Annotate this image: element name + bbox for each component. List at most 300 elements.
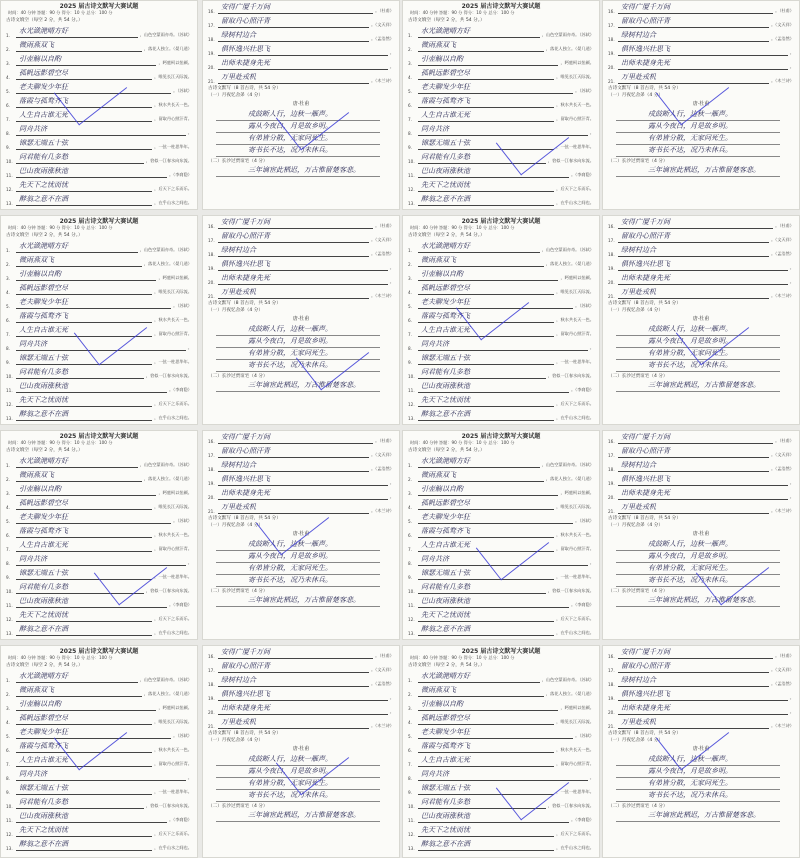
exam-title: 2025 届古诗文默写大赛试题 — [461, 648, 541, 655]
question-prompt: 。（苏轼） — [173, 303, 192, 308]
exam-title: 2025 届古诗文默写大赛试题 — [461, 218, 541, 225]
handwritten-answer: 人生自古谁无死 — [16, 540, 152, 552]
question-prompt: ，在乎山水之间也。 — [154, 200, 192, 205]
section-heading: （一）月夜忆舍弟（4 分） — [208, 308, 263, 313]
question-number: 1. — [408, 678, 412, 683]
handwritten-answer: 微雨燕双飞 — [418, 470, 544, 482]
poem-line: 露从今夜白，月是故乡明。 — [616, 766, 780, 778]
exam-title: 2025 届古诗文默写大赛试题 — [461, 3, 541, 10]
question-prompt: 。（木兰诗） — [370, 293, 394, 298]
question-row — [202, 14, 400, 28]
handwritten-answer: 问君能有几多愁 — [418, 582, 546, 594]
question-number: 20. — [208, 280, 215, 285]
question-prompt: 。（苏轼） — [575, 88, 594, 93]
handwritten-answer: 安得广厦千万间 — [618, 647, 773, 659]
question-number: 7. — [6, 117, 10, 122]
question-prompt: ，后天下之乐而乐。 — [154, 616, 192, 621]
section-heading: 古诗文填空（每空 2 分，共 54 分。） — [408, 448, 485, 453]
question-number: 20. — [208, 495, 215, 500]
question-row — [602, 444, 800, 458]
poet-name: 唐·杜甫 — [692, 746, 710, 752]
handwritten-answer: 水光潋滟晴方好 — [16, 456, 138, 468]
question-number: 19. — [208, 696, 215, 701]
question-row — [402, 711, 600, 725]
question-prompt: ，恰似一江春水向东流。 — [145, 373, 192, 378]
poem-line: 三年谪宦此栖迟，万古惟留楚客悲。 — [216, 595, 380, 607]
question-row — [0, 753, 198, 767]
handwritten-answer: 孤帆远影碧空尽 — [418, 68, 554, 80]
question-prompt: ，一弦一柱思华年。 — [154, 789, 192, 794]
question-row — [0, 108, 198, 122]
question-prompt: 。（苏轼） — [575, 733, 594, 738]
question-prompt: 。（木兰诗） — [770, 723, 794, 728]
question-number: 20. — [608, 65, 615, 70]
question-row — [602, 42, 800, 56]
question-prompt: 。（孟浩然） — [370, 36, 394, 41]
question-number: 7. — [408, 762, 412, 767]
poem-line: 露从今夜白，月是故乡明。 — [216, 551, 380, 563]
handwritten-answer: 微雨燕双飞 — [418, 40, 544, 52]
question-number: 3. — [408, 61, 412, 66]
handwritten-answer: 留取丹心照汗青 — [618, 231, 769, 243]
poem-line: 寄书长不达，况乃未休兵。 — [616, 145, 780, 157]
handwritten-answer: 俱怀逸兴壮思飞 — [618, 259, 788, 271]
question-prompt: ，秋水共长天一色。 — [154, 102, 192, 107]
handwritten-answer: 老夫聊发少年狂 — [16, 297, 171, 309]
question-row — [402, 683, 600, 697]
section-heading: （二）长沙过贾谊宅（4 分） — [208, 374, 268, 379]
question-row — [0, 622, 198, 636]
poem-line: 戍鼓断人行，边秋一雁声。 — [616, 539, 780, 551]
handwritten-answer: 先天下之忧而忧 — [16, 395, 152, 407]
handwritten-answer: 留取丹心照汗青 — [218, 446, 369, 458]
question-row — [402, 697, 600, 711]
question-row — [0, 580, 198, 594]
question-number: 17. — [608, 668, 615, 673]
question-row — [602, 458, 800, 472]
question-prompt: ，秋水共长天一色。 — [556, 747, 594, 752]
exam-sheet-photo — [202, 645, 400, 858]
question-number: 2. — [6, 262, 10, 267]
question-number: 13. — [408, 846, 415, 851]
question-prompt: ，山色空蒙雨亦奇。（苏轼） — [139, 462, 192, 467]
question-number: 8. — [408, 776, 412, 781]
question-prompt: 。 — [389, 50, 394, 55]
question-number: 11. — [6, 603, 13, 608]
question-row — [202, 215, 400, 229]
question-number: 7. — [408, 117, 412, 122]
question-prompt: ，留取丹心照汗青。 — [154, 546, 192, 551]
question-prompt: ，后天下之乐而乐。 — [556, 401, 594, 406]
question-number: 20. — [608, 280, 615, 285]
poem-line: 有弟皆分散，无家问死生。 — [616, 348, 780, 360]
question-number: 21. — [608, 509, 615, 514]
poem-line: 戍鼓断人行，边秋一雁声。 — [216, 109, 380, 121]
handwritten-answer: 老夫聊发少年狂 — [16, 82, 171, 94]
question-number: 16. — [208, 9, 215, 14]
question-row — [202, 645, 400, 659]
handwritten-answer: 锦瑟无端五十弦 — [16, 568, 152, 580]
question-prompt: ，眄庭柯以怡颜。 — [560, 60, 594, 65]
poem-line: 戍鼓断人行，边秋一雁声。 — [216, 754, 380, 766]
question-row — [0, 24, 198, 38]
question-number: 16. — [608, 654, 615, 659]
question-number: 12. — [6, 187, 13, 192]
question-number: 3. — [6, 61, 10, 66]
question-prompt: 。 — [789, 265, 794, 270]
question-row — [0, 267, 198, 281]
poem-line: 露从今夜白，月是故乡明。 — [616, 551, 780, 563]
question-number: 11. — [6, 173, 13, 178]
handwritten-answer: 引壶觞以自酌 — [418, 54, 558, 66]
handwritten-answer: 醉翁之意不在酒 — [16, 409, 152, 421]
handwritten-answer: 微雨燕双飞 — [16, 685, 142, 697]
question-number: 7. — [408, 332, 412, 337]
question-number: 8. — [408, 131, 412, 136]
question-number: 10. — [408, 159, 415, 164]
question-prompt: 。（苏轼） — [575, 518, 594, 523]
question-prompt: 。（李商隐） — [570, 172, 594, 177]
question-number: 6. — [6, 318, 10, 323]
handwritten-answer: 出师未捷身先死 — [618, 273, 788, 285]
question-number: 16. — [208, 439, 215, 444]
question-prompt: ，山色空蒙雨亦奇。（苏轼） — [139, 677, 192, 682]
question-prompt: 。（孟浩然） — [770, 251, 794, 256]
question-row — [602, 500, 800, 514]
question-number: 3. — [408, 706, 412, 711]
question-number: 16. — [608, 9, 615, 14]
section-heading: 古诗文默写（8 首古诗，共 54 分） — [608, 86, 681, 91]
question-row — [402, 253, 600, 267]
question-prompt: ，留取丹心照汗青。 — [556, 761, 594, 766]
question-prompt: 。（木兰诗） — [370, 508, 394, 513]
handwritten-answer: 醉翁之意不在酒 — [418, 624, 554, 636]
question-row — [402, 482, 600, 496]
exam-sheet-photo — [602, 645, 800, 858]
poem-line: 寄书长不达，况乃未休兵。 — [616, 575, 780, 587]
handwritten-answer: 落霞与孤鹜齐飞 — [418, 311, 554, 323]
question-prompt: 。（苏轼） — [575, 303, 594, 308]
question-row — [202, 444, 400, 458]
question-row — [602, 472, 800, 486]
question-row — [0, 823, 198, 837]
question-prompt: ，留取丹心照汗青。 — [154, 116, 192, 121]
question-prompt: ，落花人独立。（晏几道） — [143, 691, 192, 696]
section-heading: 古诗文填空（每空 2 分，共 54 分。） — [6, 448, 83, 453]
handwritten-answer: 孤帆远影碧空尽 — [418, 283, 554, 295]
poem-line: 有弟皆分散，无家问死生。 — [216, 348, 380, 360]
question-number: 4. — [408, 720, 412, 725]
question-row — [402, 823, 600, 837]
handwritten-answer: 安得广厦千万间 — [618, 217, 773, 229]
question-number: 13. — [408, 201, 415, 206]
question-prompt: ，秋水共长天一色。 — [154, 747, 192, 752]
question-row — [602, 659, 800, 673]
handwritten-answer: 先天下之忧而忧 — [418, 180, 554, 192]
question-row — [602, 430, 800, 444]
question-row — [0, 482, 198, 496]
question-prompt: ，在乎山水之间也。 — [556, 415, 594, 420]
question-number: 1. — [6, 678, 10, 683]
question-prompt: ，落花人独立。（晏几道） — [143, 261, 192, 266]
handwritten-answer: 问君能有几多愁 — [16, 152, 144, 164]
question-row — [402, 192, 600, 206]
question-row — [402, 38, 600, 52]
section-heading: 古诗文填空（每空 2 分，共 54 分。） — [6, 18, 83, 23]
question-prompt: ，眄庭柯以怡颜。 — [158, 60, 192, 65]
question-row — [402, 468, 600, 482]
question-number: 3. — [6, 706, 10, 711]
poem-line: 戍鼓断人行，边秋一雁声。 — [616, 754, 780, 766]
question-number: 16. — [608, 224, 615, 229]
question-prompt: 。 — [789, 279, 794, 284]
handwritten-answer: 绿树村边合 — [218, 245, 369, 257]
question-number: 13. — [6, 846, 13, 851]
question-number: 10. — [6, 374, 13, 379]
question-prompt: 。（孟浩然） — [770, 36, 794, 41]
question-prompt: 。（文天祥） — [370, 452, 394, 457]
question-row — [402, 837, 600, 851]
question-number: 9. — [408, 360, 412, 365]
question-number: 4. — [6, 290, 10, 295]
question-prompt: ，山色空蒙雨亦奇。（苏轼） — [541, 677, 594, 682]
question-row — [0, 669, 198, 683]
section-heading: （二）长沙过贾谊宅（4 分） — [608, 374, 668, 379]
poem-line: 有弟皆分散，无家问死生。 — [616, 563, 780, 575]
question-number: 16. — [608, 439, 615, 444]
question-prompt: 。（杜甫） — [375, 438, 394, 443]
question-row — [0, 552, 198, 566]
question-prompt: ，后天下之乐而乐。 — [556, 616, 594, 621]
poem-line: 露从今夜白，月是故乡明。 — [616, 121, 780, 133]
question-number: 21. — [208, 724, 215, 729]
question-prompt: ，恰似一江春水向东流。 — [547, 803, 594, 808]
question-prompt: ，唯见长江天际流。 — [154, 719, 192, 724]
question-number: 2. — [408, 692, 412, 697]
exam-sheet-photo — [202, 430, 400, 640]
question-prompt: ，秋水共长天一色。 — [154, 317, 192, 322]
exam-title: 2025 届古诗文默写大赛试题 — [461, 433, 541, 440]
handwritten-answer: 同舟共济 — [16, 769, 186, 781]
handwritten-answer: 老夫聊发少年狂 — [418, 727, 573, 739]
question-prompt: ，恰似一江春水向东流。 — [547, 588, 594, 593]
question-number: 8. — [408, 561, 412, 566]
exam-meta: 时间：40 分钟 答题：90 分 得分：10 分 总分：100 分 — [8, 10, 113, 15]
handwritten-answer: 俱怀逸兴壮思飞 — [218, 44, 388, 56]
section-heading: （一）月夜忆舍弟（4 分） — [608, 523, 663, 528]
question-number: 2. — [6, 477, 10, 482]
question-row — [0, 239, 198, 253]
question-number: 19. — [608, 696, 615, 701]
question-row — [202, 687, 400, 701]
question-row — [0, 365, 198, 379]
handwritten-answer: 水光潋滟晴方好 — [16, 671, 138, 683]
handwritten-answer: 俱怀逸兴壮思飞 — [218, 689, 388, 701]
question-row — [202, 229, 400, 243]
poet-name: 唐·杜甫 — [692, 101, 710, 107]
question-prompt: ，留取丹心照汗青。 — [556, 331, 594, 336]
question-row — [0, 393, 198, 407]
handwritten-answer: 出师未捷身先死 — [218, 273, 388, 285]
question-prompt: 。 — [187, 560, 192, 565]
handwritten-answer: 万里赴戎机 — [618, 287, 769, 299]
question-number: 13. — [408, 631, 415, 636]
handwritten-answer: 人生自古谁无死 — [16, 110, 152, 122]
handwritten-answer: 安得广厦千万间 — [218, 647, 373, 659]
handwritten-answer: 问君能有几多愁 — [418, 797, 546, 809]
question-prompt: 。 — [389, 695, 394, 700]
handwritten-answer: 出师未捷身先死 — [618, 58, 788, 70]
question-number: 19. — [208, 51, 215, 56]
section-heading: （一）月夜忆舍弟（4 分） — [608, 93, 663, 98]
handwritten-answer: 同舟共济 — [16, 339, 186, 351]
handwritten-answer: 老夫聊发少年狂 — [418, 512, 573, 524]
question-prompt: ，一弦一柱思华年。 — [556, 789, 594, 794]
handwritten-answer: 出师未捷身先死 — [218, 703, 388, 715]
question-row — [402, 739, 600, 753]
handwritten-answer: 微雨燕双飞 — [16, 255, 142, 267]
question-prompt: ，后天下之乐而乐。 — [154, 186, 192, 191]
handwritten-answer: 留取丹心照汗青 — [618, 446, 769, 458]
handwritten-answer: 万里赴戎机 — [218, 72, 369, 84]
question-number: 5. — [6, 304, 10, 309]
question-number: 12. — [408, 617, 415, 622]
question-row — [402, 239, 600, 253]
question-prompt: 。（文天祥） — [770, 22, 794, 27]
section-heading: 古诗文默写（8 首古诗，共 54 分） — [208, 731, 281, 736]
handwritten-answer: 落霞与孤鹜齐飞 — [418, 741, 554, 753]
question-number: 19. — [608, 51, 615, 56]
question-number: 10. — [6, 589, 13, 594]
question-prompt: 。 — [187, 345, 192, 350]
question-number: 5. — [6, 519, 10, 524]
question-prompt: 。 — [389, 709, 394, 714]
handwritten-answer: 问君能有几多愁 — [418, 367, 546, 379]
poem-line: 戍鼓断人行，边秋一雁声。 — [616, 109, 780, 121]
question-row — [602, 14, 800, 28]
question-number: 17. — [208, 453, 215, 458]
question-prompt: ，山色空蒙雨亦奇。（苏轼） — [139, 32, 192, 37]
question-number: 12. — [408, 832, 415, 837]
question-row — [402, 594, 600, 608]
question-prompt: ，唯见长江天际流。 — [556, 719, 594, 724]
question-row — [602, 687, 800, 701]
question-number: 3. — [408, 491, 412, 496]
question-row — [402, 80, 600, 94]
question-number: 3. — [6, 491, 10, 496]
handwritten-answer: 问君能有几多愁 — [16, 367, 144, 379]
poet-name: 唐·杜甫 — [292, 746, 310, 752]
question-prompt: 。 — [589, 775, 594, 780]
poem-line: 有弟皆分散，无家问死生。 — [616, 778, 780, 790]
question-row — [402, 580, 600, 594]
section-heading: 古诗文默写（8 首古诗，共 54 分） — [608, 516, 681, 521]
question-number: 11. — [408, 818, 415, 823]
section-heading: （二）长沙过贾谊宅（4 分） — [208, 804, 268, 809]
poem-line: 三年谪宦此栖迟，万古惟留楚客悲。 — [616, 810, 780, 822]
question-prompt: 。 — [789, 64, 794, 69]
question-number: 8. — [408, 346, 412, 351]
question-prompt: 。（李商隐） — [570, 817, 594, 822]
question-number: 12. — [6, 832, 13, 837]
question-prompt: 。（李商隐） — [168, 387, 192, 392]
question-number: 4. — [6, 75, 10, 80]
exam-sheet-photo — [0, 215, 198, 425]
question-prompt: ，恰似一江春水向东流。 — [547, 373, 594, 378]
handwritten-answer: 引壶觞以自酌 — [418, 269, 558, 281]
question-number: 18. — [208, 37, 215, 42]
poem-line: 露从今夜白，月是故乡明。 — [216, 766, 380, 778]
question-prompt: 。 — [389, 494, 394, 499]
handwritten-answer: 留取丹心照汗青 — [218, 661, 369, 673]
question-row — [402, 24, 600, 38]
handwritten-answer: 醉翁之意不在酒 — [418, 194, 554, 206]
handwritten-answer: 安得广厦千万间 — [218, 432, 373, 444]
handwritten-answer: 老夫聊发少年狂 — [16, 512, 171, 524]
question-row — [0, 683, 198, 697]
question-prompt: 。（孟浩然） — [370, 466, 394, 471]
question-number: 20. — [208, 65, 215, 70]
handwritten-answer: 醉翁之意不在酒 — [16, 624, 152, 636]
question-number: 12. — [408, 402, 415, 407]
section-heading: （二）长沙过贾谊宅（4 分） — [208, 159, 268, 164]
handwritten-answer: 俱怀逸兴壮思飞 — [218, 474, 388, 486]
handwritten-answer: 绿树村边合 — [618, 675, 769, 687]
handwritten-answer: 先天下之忧而忧 — [418, 610, 554, 622]
question-number: 4. — [408, 290, 412, 295]
question-row — [602, 486, 800, 500]
question-row — [202, 70, 400, 84]
question-prompt: ，落花人独立。（晏几道） — [545, 691, 594, 696]
handwritten-answer: 引壶觞以自酌 — [16, 269, 156, 281]
question-prompt: 。 — [589, 345, 594, 350]
handwritten-answer: 老夫聊发少年狂 — [418, 82, 573, 94]
question-row — [402, 454, 600, 468]
question-number: 18. — [208, 682, 215, 687]
question-row — [0, 837, 198, 851]
section-heading: 古诗文填空（每空 2 分，共 54 分。） — [408, 18, 485, 23]
question-row — [202, 0, 400, 14]
question-number: 8. — [6, 561, 10, 566]
question-number: 16. — [208, 654, 215, 659]
question-row — [602, 271, 800, 285]
question-prompt: ，在乎山水之间也。 — [556, 200, 594, 205]
handwritten-answer: 出师未捷身先死 — [618, 488, 788, 500]
poem-line: 有弟皆分散，无家问死生。 — [216, 133, 380, 145]
question-row — [202, 472, 400, 486]
question-number: 13. — [6, 416, 13, 421]
handwritten-answer: 锦瑟无端五十弦 — [16, 138, 152, 150]
question-prompt: ，留取丹心照汗青。 — [154, 761, 192, 766]
exam-sheet-photo — [0, 645, 198, 858]
question-prompt: 。 — [187, 775, 192, 780]
question-number: 17. — [608, 23, 615, 28]
handwritten-answer: 俱怀逸兴壮思飞 — [618, 44, 788, 56]
exam-title: 2025 届古诗文默写大赛试题 — [59, 433, 139, 440]
question-number: 6. — [6, 103, 10, 108]
question-number: 8. — [6, 776, 10, 781]
section-heading: （一）月夜忆舍弟（4 分） — [208, 93, 263, 98]
section-heading: 古诗文默写（8 首古诗，共 54 分） — [608, 301, 681, 306]
question-prompt: ，落花人独立。（晏几道） — [545, 261, 594, 266]
poem-line: 寄书长不达，况乃未休兵。 — [216, 575, 380, 587]
question-number: 10. — [408, 804, 415, 809]
question-row — [0, 496, 198, 510]
question-number: 18. — [208, 467, 215, 472]
handwritten-answer: 留取丹心照汗青 — [218, 231, 369, 243]
section-heading: 古诗文填空（每空 2 分，共 54 分。） — [408, 233, 485, 238]
handwritten-answer: 绿树村边合 — [218, 30, 369, 42]
